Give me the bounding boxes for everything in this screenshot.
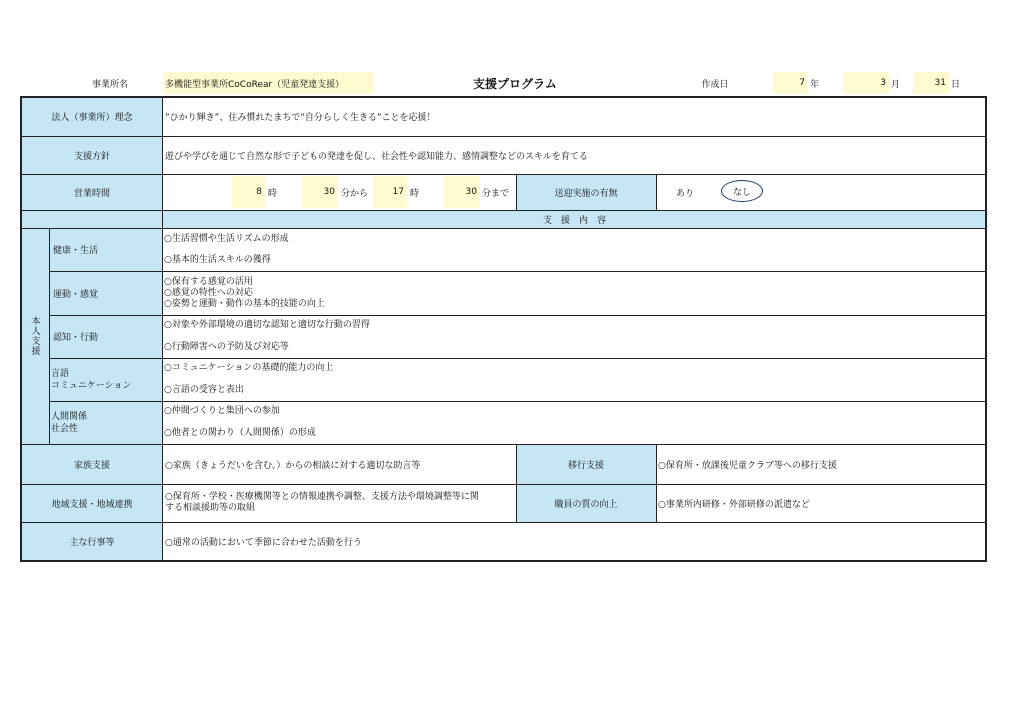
transition-support-label: 移行支援 [516,444,656,484]
row-divider [20,444,987,445]
column-divider [656,174,657,210]
table-border-bottom [20,560,987,562]
transport-option-yes[interactable]: あり [675,188,694,199]
health-item-2: ○基本的生活スキルの獲得 [164,255,271,265]
table-border-right [985,96,987,562]
community-support-label: 地域支援・地域連携 [21,484,163,522]
events-value[interactable]: ○通常の活動において季節に合わせた活動を行う [165,538,362,548]
area-cognition-behavior: 認知・行動 [53,333,99,343]
staff-quality-value[interactable]: ○事業所内研修・外部研修の派遣など [658,499,810,510]
transport-label: 送迎実施の有無 [516,174,656,210]
end-minute-suffix: 分まで [482,188,510,199]
day-unit: 日 [951,79,961,90]
column-divider [516,444,517,522]
cognition-item-1: ○対象や外部環境の適切な認知と適切な行動の習得 [164,320,370,330]
area-relationships-sociality: 人間関係 社会性 [51,411,88,434]
end-hour-unit: 時 [410,188,420,199]
created-date-label: 作成日 [701,79,729,90]
staff-quality-label: 職員の質の向上 [516,484,656,522]
policy-value[interactable]: 遊びや学びを通じて自然な形で子どもの発達を促し、社会性や認知能力、感情調整などのスキルを育てる [165,151,588,162]
relationships-item-1: ○仲間づくりと集団への参加 [164,406,280,416]
column-divider [656,444,657,522]
movement-item-3: ○姿勢と運動・動作の基本的技能の向上 [164,299,325,309]
office-name-label: 事業所名 [91,79,128,90]
philosophy-value[interactable]: ”ひかり輝き”、住み慣れたまちで”自分らしく生きる”ことを応援！ [165,113,436,123]
page-title: 支援プログラム [473,76,557,91]
policy-label: 支援方針 [21,136,163,174]
area-movement-sense: 運動・感覚 [53,289,99,300]
end-hour[interactable]: 17 [373,176,407,208]
end-minute[interactable]: 30 [444,176,480,208]
health-item-1: ○生活習慣や生活リズムの形成 [164,234,289,244]
row-divider [20,136,987,137]
events-label: 主な行事等 [21,522,163,561]
transition-support-value[interactable]: ○保育所・放課後児童クラブ等への移行支援 [658,460,837,471]
start-hour[interactable]: 8 [232,176,265,208]
table-border-left [20,96,22,562]
philosophy-label: 法人（事業所）理念 [21,97,163,136]
cognition-item-2: ○行動障害への予防及び対応等 [164,342,289,352]
created-month[interactable]: 3 [843,72,889,94]
year-unit: 年 [810,79,820,90]
column-divider [516,174,517,210]
community-support-value[interactable]: ○保育所・学校・医療機関等との情報連携や調整、支援方法や環境調整等に関 する相談援助等の取組 [165,492,479,513]
start-minute-suffix: 分から [341,188,369,199]
row-divider [49,401,987,402]
row-divider [49,358,987,359]
row-divider [20,174,987,175]
row-divider [20,228,987,229]
family-support-label: 家族支援 [21,444,163,484]
row-divider [49,315,987,316]
relationships-item-2: ○他者との関わり（人間関係）の形成 [164,428,316,438]
created-day[interactable]: 31 [913,72,949,94]
movement-item-1: ○保有する感覚の活用 [164,277,253,287]
created-year[interactable]: 7 [773,72,808,94]
column-divider [162,96,163,562]
month-unit: 月 [891,79,901,90]
movement-item-2: ○感覚の特性への対応 [164,288,253,298]
transport-option-no[interactable]: なし [721,180,763,202]
row-divider [20,484,987,485]
area-language-communication: 言語 コミュニケーション [51,368,132,391]
table-border-top [20,96,987,98]
area-health-life: 健康・生活 [53,246,99,256]
office-name-value[interactable]: 多機能型事業所CoCoRear（児童発達支援） [163,72,373,94]
row-divider [49,271,987,272]
row-divider [20,522,987,523]
column-divider [49,228,50,444]
support-content-header: 支 援 内 容 [163,210,986,228]
hours-label: 営業時間 [21,174,163,210]
start-hour-unit: 時 [268,188,278,199]
row-divider [20,210,987,211]
language-item-1: ○コミュニケーションの基礎的能力の向上 [164,363,334,373]
start-minute[interactable]: 30 [302,176,338,208]
personal-support-label: 本人支援 [21,228,49,444]
support-header-spacer [21,210,163,228]
family-support-value[interactable]: ○家族（きょうだいを含む。）からの相談に対する適切な助言等 [165,460,421,471]
language-item-2: ○言語の受容と表出 [164,385,244,395]
